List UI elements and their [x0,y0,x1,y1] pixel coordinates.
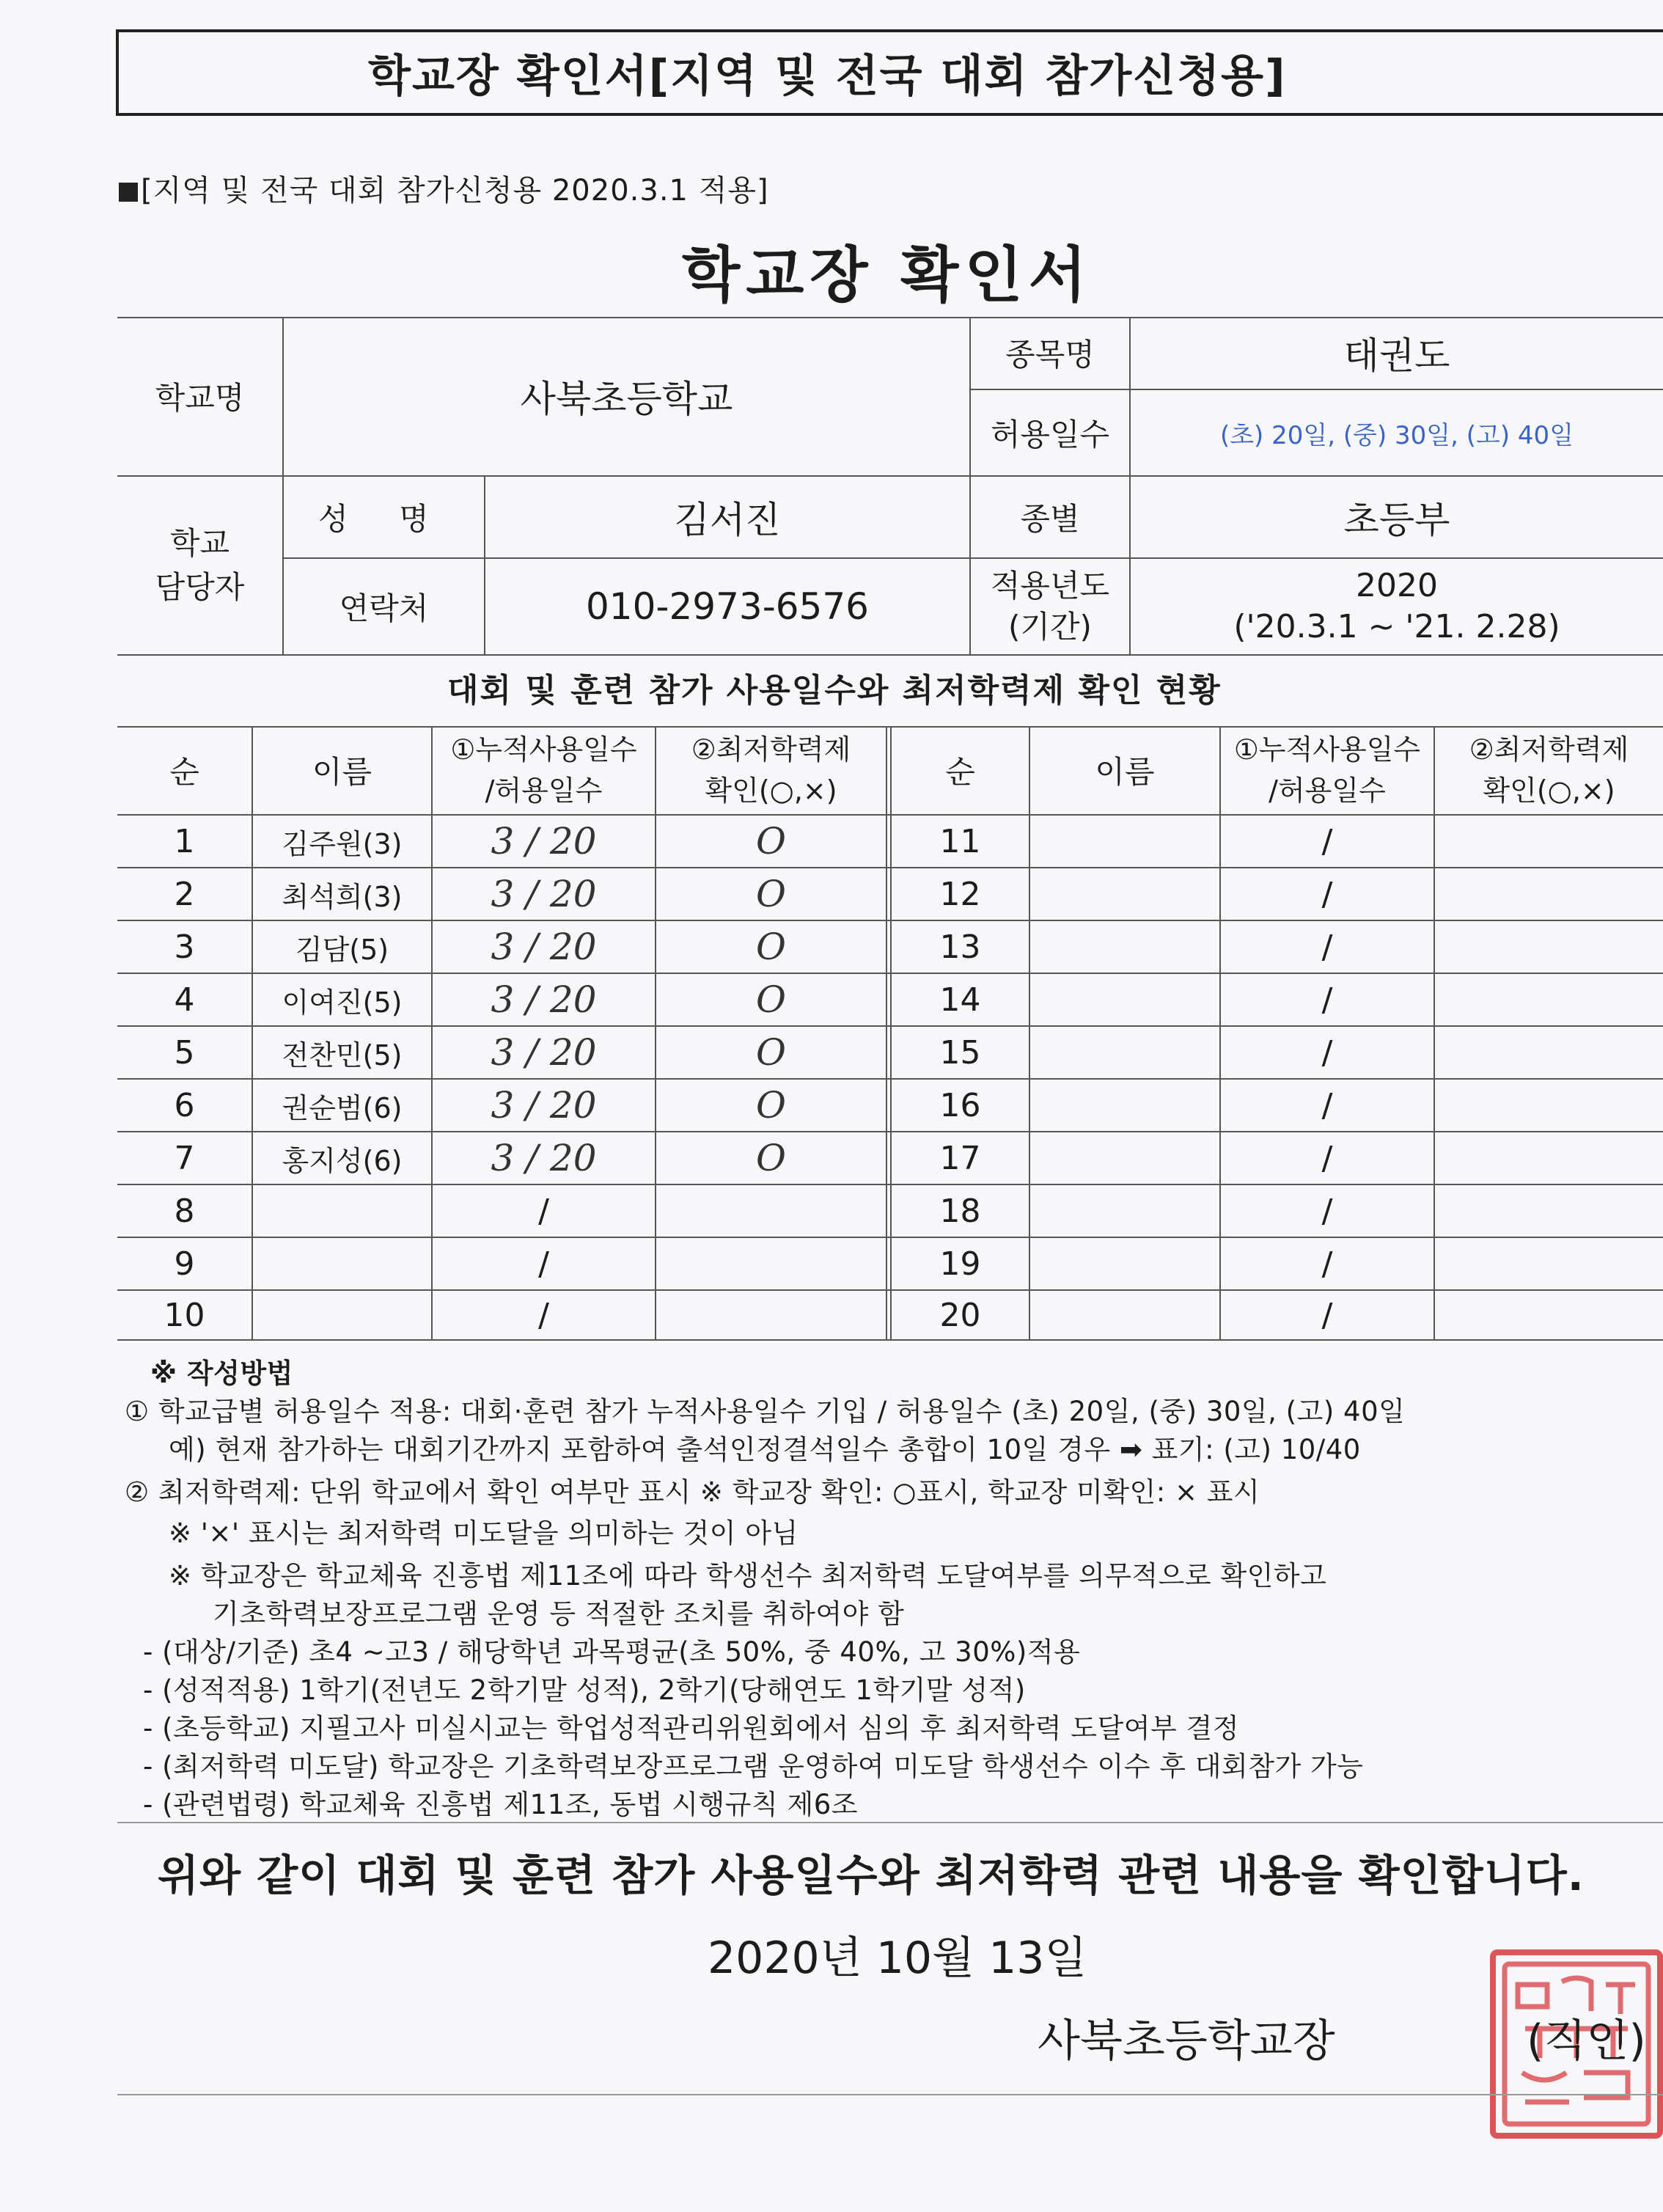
application-note [119,167,769,209]
application-note-text: [지역 및 전국 대회 참가신청용 2020.3.1 적용] [141,174,769,208]
row-days: / [1321,1192,1333,1230]
row-no: 14 [939,981,981,1019]
row-no: 11 [939,822,981,860]
category-value: 초등부 [1343,499,1450,541]
confirm-statement: 위와 같이 대회 및 훈련 참가 사용일수와 최저학력 관련 내용을 확인합니다. [158,1850,1585,1900]
row-name [1030,1291,1219,1339]
instruction-line: - (초등학교) 지필고사 미실시교는 학업성적관리위원회에서 심의 후 최저학력 도달여부 결정 [143,1713,1240,1744]
row-name: 이여진(5) [282,986,403,1019]
row-name [1030,1027,1219,1078]
row-days: 3 / 20 [491,978,597,1021]
row-check: O [756,978,786,1021]
header-days-line2: /허용일수 [485,774,603,807]
row-days: / [1321,875,1333,913]
table-line [886,726,887,1339]
header-grade-line2: 확인(○,×) [1483,774,1615,807]
instruction-line: 예) 현재 참가하는 대회기간까지 포함하여 출석인정결석일수 총합이 10일 경우 ➡ 표기: (고) 10/40 [169,1434,1361,1465]
row-check [656,1185,886,1237]
row-check: O [756,873,786,915]
year-value-line1: 2020 [1356,567,1438,604]
divider [117,1822,1663,1823]
row-days: 3 / 20 [491,1084,597,1127]
row-days: / [1321,822,1333,860]
row-days: / [1321,1033,1333,1072]
row-no: 12 [939,875,981,913]
row-no: 6 [174,1086,195,1124]
manager-label-line2: 담당자 [155,569,245,605]
row-check [1435,1238,1663,1289]
row-days: 3 / 20 [491,1137,597,1179]
row-no: 19 [939,1245,981,1283]
row-no: 5 [174,1033,195,1072]
square-bullet-icon [119,183,138,202]
year-label [971,559,1129,654]
header-days [1221,726,1433,814]
row-check [1435,1185,1663,1237]
row-no: 9 [174,1245,195,1283]
instruction-line: 기초학력보장프로그램 운영 등 적절한 조치를 취하여야 함 [213,1598,905,1630]
school-value: 사북초등학교 [520,378,733,420]
instruction-line: ※ '×' 표시는 최저학력 미도달을 의미하는 것이 아님 [169,1517,799,1549]
contact-value: 010-2973-6576 [585,585,869,628]
row-days: / [538,1192,549,1230]
row-days: / [1321,1139,1333,1177]
row-no: 8 [174,1192,195,1230]
allowed-days-value: (초) 20일, (중) 30일, (고) 40일 [1219,420,1574,450]
row-no: 17 [939,1139,981,1177]
row-name [1030,921,1219,973]
row-days: / [1321,1086,1333,1124]
header-box-title: 학교장 확인서[지역 및 전국 대회 참가신청용] [116,29,1663,116]
row-name [1030,1185,1219,1237]
row-name: 김주원(3) [282,827,403,860]
contact-label: 연락처 [339,590,429,626]
row-name: 홍지성(6) [282,1144,403,1177]
row-name: 전찬민(5) [282,1039,403,1072]
page-title: 학교장 확인서 [682,241,1093,310]
row-check: O [756,1084,786,1127]
row-days: / [1321,981,1333,1019]
instruction-line: - (성적적용) 1학기(전년도 2학기말 성적), 2학기(당해연도 1학기말 성적) [143,1674,1026,1706]
row-no: 1 [174,822,195,860]
divider [117,2094,1663,2095]
row-days: / [1321,1245,1333,1283]
category-label: 종별 [1020,501,1080,537]
header-grade-line2: 확인(○,×) [705,774,837,807]
row-check [1435,816,1663,867]
row-check: O [756,820,786,863]
table-line [117,1339,1663,1341]
header-grade-line1: ②최저학력제 [1469,733,1629,766]
row-no: 2 [174,875,195,913]
instruction-line: ② 최저학력제: 단위 학교에서 확인 여부만 표시 ※ 학교장 확인: ○표시, 학교장 미확인: × 표시 [125,1476,1260,1508]
row-name [1030,1080,1219,1131]
row-check: O [756,1137,786,1179]
row-days: 3 / 20 [491,1031,597,1074]
row-name: 권순범(6) [282,1091,403,1124]
row-no: 4 [174,981,195,1019]
header-days-line2: /허용일수 [1269,774,1386,807]
row-no: 10 [164,1296,205,1334]
instruction-line: - (관련법령) 학교체육 진흥법 제11조, 동법 시행규칙 제6조 [143,1789,859,1820]
name-value: 김서진 [674,499,781,541]
row-days: / [1321,928,1333,966]
row-days: / [1321,1296,1333,1334]
year-label-line2: (기간) [1008,609,1092,645]
row-days: 3 / 20 [491,873,597,915]
row-check [1435,1080,1663,1131]
row-check: O [756,1031,786,1074]
header-no: 순 [169,754,199,790]
manager-label [117,477,282,654]
row-check [1435,1027,1663,1078]
row-no: 18 [939,1192,981,1230]
row-name [253,1185,431,1237]
manager-label-line1: 학교 [169,525,230,561]
instruction-line: - (대상/기준) 초4 ~고3 / 해당학년 과목평균(초 50%, 중 40%, 고 30%)적용 [143,1636,1081,1668]
year-label-line1: 적용년도 [990,568,1110,604]
header-name: 이름 [1095,754,1155,790]
school-label: 학교명 [155,380,245,416]
header-grade [656,726,886,814]
year-value-line2: ('20.3.1 ~ '21. 2.28) [1233,608,1560,645]
row-no: 13 [939,928,981,966]
row-name: 김담(5) [295,933,389,966]
row-days: / [538,1245,549,1283]
section-title: 대회 및 훈련 참가 사용일수와 최저학력제 확인 현황 [447,672,1222,709]
row-name [1030,974,1219,1025]
row-name: 최석희(3) [282,880,403,913]
row-no: 3 [174,928,195,966]
header-days-line1: ①누적사용일수 [450,733,637,766]
info-line [117,654,1663,656]
principal-name: 사북초등학교장 [1038,2015,1335,2067]
instruction-line: ※ 학교장은 학교체육 진흥법 제11조에 따라 학생선수 최저학력 도달여부를 의무적으로 확인하고 [169,1560,1327,1592]
row-days: 3 / 20 [491,926,597,968]
instruction-line: ① 학교급별 허용일수 적용: 대회·훈련 참가 누적사용일수 기입 / 허용일수 (초) 20일, (중) 30일, (고) 40일 [125,1396,1406,1427]
row-no: 15 [939,1033,981,1072]
row-name [1030,1132,1219,1184]
year-value [1131,559,1663,654]
row-no: 16 [939,1086,981,1124]
row-check: O [756,926,786,968]
header-grade-line1: ②최저학력제 [691,733,851,766]
header-no: 순 [945,754,975,790]
row-no: 7 [174,1139,195,1177]
row-check [656,1291,886,1339]
row-days: 3 / 20 [491,820,597,863]
name-label: 성 명 [318,501,449,537]
header-name: 이름 [312,754,372,790]
row-check [656,1238,886,1289]
row-no: 20 [939,1296,981,1334]
row-check [1435,974,1663,1025]
row-name [253,1238,431,1289]
header-grade [1435,726,1663,814]
header-days [433,726,655,814]
allowed-days-label: 허용일수 [990,417,1110,453]
issue-date: 2020년 10월 13일 [708,1933,1087,1984]
row-name [1030,1238,1219,1289]
sport-value: 태권도 [1343,334,1450,377]
row-name [1030,868,1219,920]
instructions-heading: ※ 작성방법 [150,1358,293,1389]
row-check [1435,1132,1663,1184]
instruction-line: - (최저학력 미도달) 학교장은 기초학력보장프로그램 운영하여 미도달 학생선수 이수 후 대회참가 가능 [143,1751,1364,1782]
row-name [1030,816,1219,867]
row-name [253,1291,431,1339]
row-check [1435,921,1663,973]
row-check [1435,1291,1663,1339]
sport-label: 종목명 [1005,337,1095,373]
header-days-line1: ①누적사용일수 [1233,733,1421,766]
seal-label: (직인) [1527,2015,1646,2067]
row-days: / [538,1296,549,1334]
row-check [1435,868,1663,920]
